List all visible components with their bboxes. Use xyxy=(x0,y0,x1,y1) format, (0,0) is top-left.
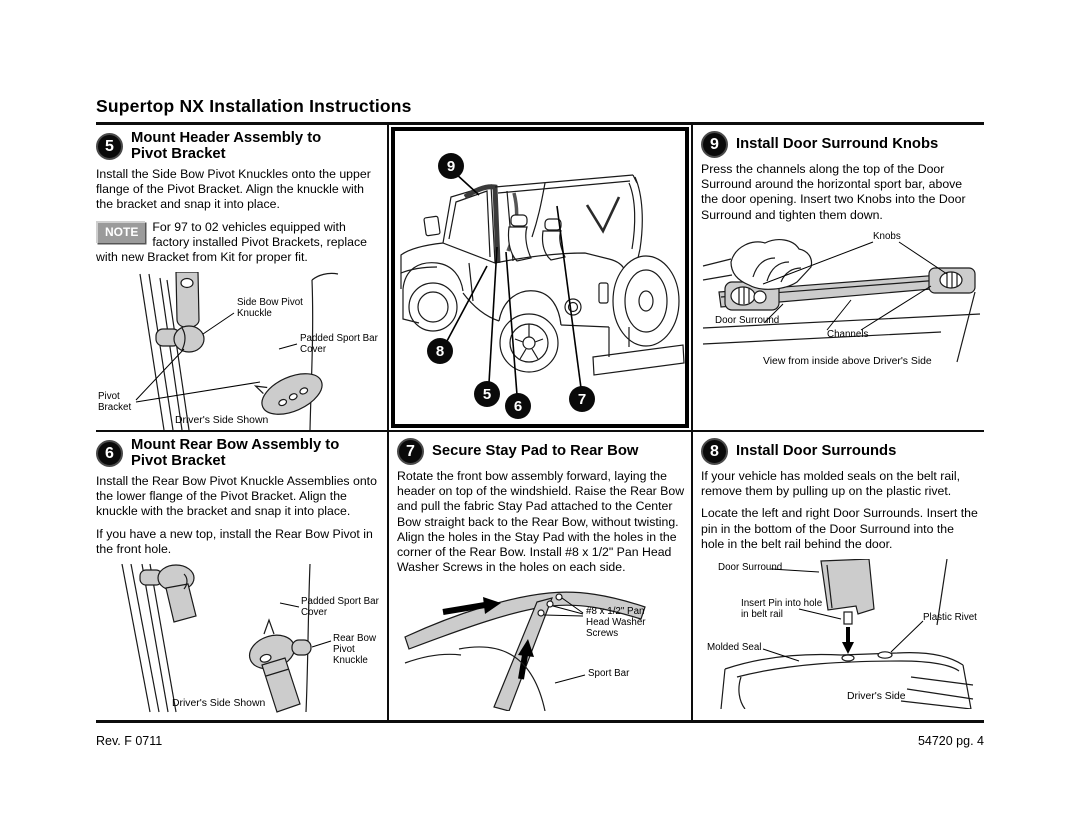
label-rear-bow-pivot-knuckle: Rear Bow Pivot Knuckle xyxy=(333,633,377,667)
note-badge: NOTE xyxy=(96,221,145,243)
panel-step-9 xyxy=(693,125,984,432)
label-pan-head-washer-screws: #8 x 1/2" Pan Head Washer Screws xyxy=(586,605,646,639)
footer-rule xyxy=(96,720,984,723)
callout-6: 6 xyxy=(505,393,531,419)
caption-drivers-side-8: Driver's Side xyxy=(847,691,906,703)
caption-drivers-side-shown: Driver's Side Shown xyxy=(175,415,269,427)
step-7-paragraph: Rotate the front bow assembly forward, laying the header on top of the windshield. Raise the Rear Bow and pull the fabric Stay Pad attached to the Center Bow straight back to the Rear Bow, without twisting. Align the holes in the Stay Pad with the holes in the corner of the Rear Bow. Install #8 x 1/2" Pan Head Washer Screws in the holes on each side. xyxy=(397,469,685,575)
footer-revision: Rev. F 0711 xyxy=(96,734,163,748)
label-insert-pin: Insert Pin into hole in belt rail xyxy=(741,598,823,621)
step-5-note xyxy=(96,220,381,266)
panel-step-6 xyxy=(96,432,389,720)
step-7-title: Secure Stay Pad to Rear Bow xyxy=(432,442,639,459)
label-channels: Channels xyxy=(827,328,869,340)
panel-overview xyxy=(389,125,693,432)
step-8-paragraph-2: Locate the left and right Door Surrounds. Insert the pin in the bottom of the Door Surround into the hole in the belt rail behind the door. xyxy=(701,506,978,551)
step-9-badge: 9 xyxy=(701,131,728,158)
stay-pad-diagram xyxy=(397,583,689,711)
step-5-title: Mount Header Assembly to Pivot Bracket xyxy=(131,130,322,162)
jeep-overview-illustration xyxy=(395,131,685,422)
label-padded-sport-bar-cover: Padded Sport Bar Cover xyxy=(300,333,378,356)
step-5-header xyxy=(96,131,381,163)
panel-step-5 xyxy=(96,125,389,432)
step-6-paragraph-2: If you have a new top, install the Rear Bow Pivot in the front hole. xyxy=(96,526,373,556)
label-knobs: Knobs xyxy=(873,230,901,242)
step-5-badge: 5 xyxy=(96,133,123,160)
callout-9: 9 xyxy=(438,153,464,179)
label-door-surround-8: Door Surround xyxy=(718,562,783,574)
step-8-badge: 8 xyxy=(701,438,728,465)
label-side-bow-pivot-knuckle: Side Bow Pivot Knuckle xyxy=(237,297,303,320)
step-7-diagram xyxy=(397,583,687,711)
step-5-diagram xyxy=(96,272,381,432)
step-8-paragraph-1: If your vehicle has molded seals on the belt rail, remove them by pulling up on the plastic rivet. xyxy=(701,469,961,499)
callout-8: 8 xyxy=(427,338,453,364)
label-sport-bar: Sport Bar xyxy=(588,667,630,679)
step-8-diagram xyxy=(701,559,980,709)
step-6-diagram xyxy=(96,564,381,714)
step-9-header xyxy=(701,131,980,158)
step-8-title: Install Door Surrounds xyxy=(736,442,897,459)
label-pivot-bracket: Pivot Bracket xyxy=(98,391,132,414)
step-9-diagram xyxy=(701,230,980,380)
page-title: Supertop NX Installation Instructions xyxy=(96,96,412,116)
step-9-paragraph: Press the channels along the top of the Door Surround around the horizontal sport bar, above the door opening. Insert two Knobs into the Door Surround and tighten them down. xyxy=(701,162,966,222)
door-surround-install-diagram xyxy=(701,559,982,709)
label-plastic-rivet: Plastic Rivet xyxy=(923,612,977,624)
callout-7: 7 xyxy=(569,386,595,412)
step-5-note-text: For 97 to 02 vehicles equipped with factory installed Pivot Brackets, replace with new Bracket from Kit for proper fit. xyxy=(96,219,367,265)
caption-drivers-side-shown-6: Driver's Side Shown xyxy=(172,698,266,710)
panel-step-7 xyxy=(389,432,693,720)
step-6-title: Mount Rear Bow Assembly to Pivot Bracket xyxy=(131,437,340,469)
panel-step-8 xyxy=(693,432,984,720)
step-7-badge: 7 xyxy=(397,438,424,465)
jeep-overview-frame xyxy=(391,127,689,428)
label-door-surround: Door Surround xyxy=(715,314,780,326)
callout-5: 5 xyxy=(474,381,500,407)
step-8-header xyxy=(701,438,980,465)
instruction-grid xyxy=(96,125,984,720)
step-6-paragraph-1: Install the Rear Bow Pivot Knuckle Assemblies onto the lower flange of the Pivot Bracket. Align the knuckle with the bracket and snap it into place. xyxy=(96,473,377,519)
step-5-paragraph: Install the Side Bow Pivot Knuckles onto the upper flange of the Pivot Bracket. Align the knuckle with the bracket and snap it into place. xyxy=(96,166,371,212)
label-padded-sport-bar-cover-6: Padded Sport Bar Cover xyxy=(301,596,379,619)
step-6-header xyxy=(96,438,381,470)
label-molded-seal: Molded Seal xyxy=(707,642,762,654)
caption-view-from-inside: View from inside above Driver's Side xyxy=(763,355,932,367)
step-9-title: Install Door Surround Knobs xyxy=(736,135,939,152)
step-7-header xyxy=(397,438,687,465)
footer xyxy=(96,734,984,748)
footer-page-number: 54720 pg. 4 xyxy=(917,734,984,748)
step-6-badge: 6 xyxy=(96,440,123,467)
